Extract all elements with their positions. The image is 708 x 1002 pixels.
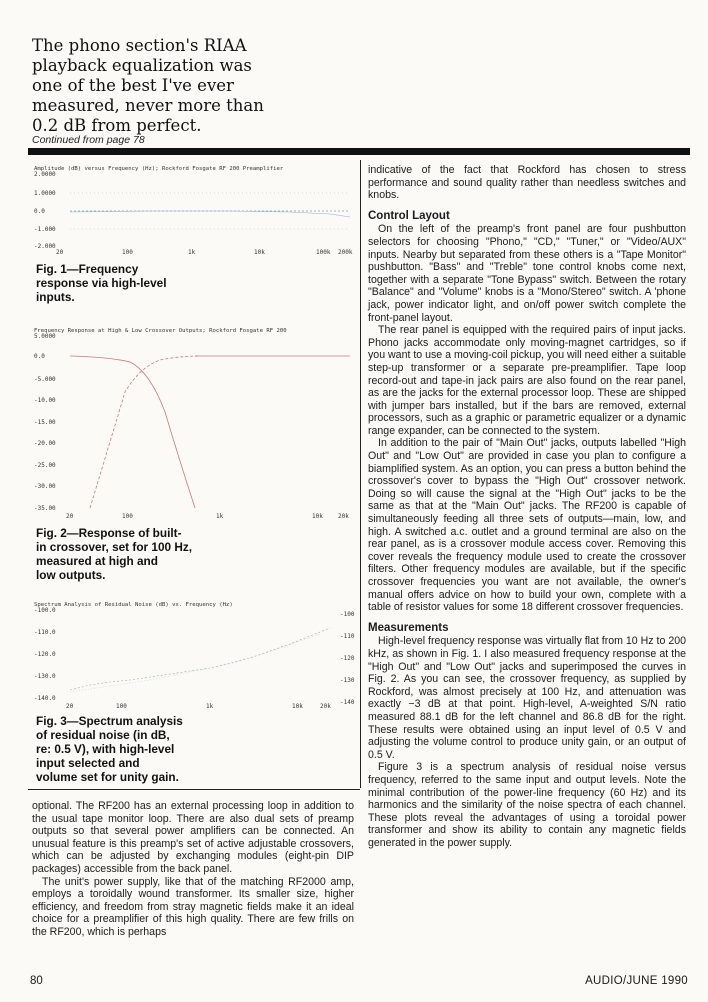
fig3-xtick: 20 bbox=[66, 703, 74, 710]
issue-footer: AUDIO/JUNE 1990 bbox=[585, 975, 688, 987]
fig3-rtick: -100 bbox=[340, 611, 355, 618]
fig3-title: Spectrum Analysis of Residual Noise (dB) vs. Frequency (Hz) bbox=[34, 602, 233, 608]
fig1-graph bbox=[30, 162, 360, 258]
fig2-ytick: -30.00 bbox=[34, 483, 56, 490]
divider bbox=[28, 789, 360, 790]
caption-line: re: 0.5 V), with high-level bbox=[36, 742, 175, 756]
fig2-xtick: 20 bbox=[66, 513, 74, 520]
caption-line: of residual noise (in dB, bbox=[36, 728, 170, 742]
section-heading: Measurements bbox=[368, 621, 449, 634]
fig1-xtick: 200k bbox=[338, 249, 353, 256]
fig2-caption bbox=[36, 526, 216, 582]
fig3-graph bbox=[30, 600, 360, 712]
fig1-xtick: 1k bbox=[188, 249, 196, 256]
fig2-ytick: -15.00 bbox=[34, 419, 56, 426]
fig1-ytick: 1.0000 bbox=[34, 190, 56, 197]
fig2-ytick: 5.0000 bbox=[34, 333, 56, 340]
fig1-ytick: 0.0 bbox=[34, 208, 45, 215]
fig1-ytick: -2.000 bbox=[34, 243, 56, 250]
fig1-xtick: 20 bbox=[56, 249, 64, 256]
fig3-xtick: 1k bbox=[206, 703, 214, 710]
paragraph: The rear panel is equipped with the required pairs of input jacks. Phono jacks accommodate only moving-magnet cartridges, so if you want to use a moving-coil pickup, you will need either a suitable step-up transformer or a separate pre-preamplifier. Tape loop record-out and tape-in jack pairs are also found on the rear panel, as are the jacks for the external processor loop. These are shipped with jumper bars installed, but if the bars are removed, external processors, such as a graphic or parametric equalizer or a dynamic range expander, can be connected to the system. bbox=[368, 324, 686, 437]
fig1-title: Amplitude (dB) versus Frequency (Hz); Rockford Fosgate RF 200 Preamplifier bbox=[34, 166, 284, 172]
caption-line: Fig. 2—Response of built- bbox=[36, 526, 182, 540]
pull-quote-line: one of the best I've ever bbox=[32, 76, 234, 95]
caption-line: low outputs. bbox=[36, 568, 106, 582]
pull-quote-line: The phono section's RIAA bbox=[32, 36, 247, 55]
fig3-ytick: -110.0 bbox=[34, 629, 56, 636]
fig1-caption bbox=[36, 262, 216, 304]
fig3-ytick: -100.0 bbox=[34, 607, 56, 614]
fig1-xtick: 100 bbox=[122, 249, 133, 256]
fig3-rtick: -140 bbox=[340, 699, 355, 706]
continued-note: Continued from page 78 bbox=[32, 134, 145, 146]
fig3-ytick: -140.0 bbox=[34, 695, 56, 702]
fig2-ytick: -20.00 bbox=[34, 440, 56, 447]
fig2-xtick: 1k bbox=[216, 513, 224, 520]
pull-quote-line: 0.2 dB from perfect. bbox=[32, 116, 202, 135]
fig3-ytick: -130.0 bbox=[34, 673, 56, 680]
fig2-xtick: 20k bbox=[338, 513, 349, 520]
paragraph: On the left of the preamp's front panel are four pushbutton selectors for choosing "Phono," "CD," "Tuner," or "Video/AUX" inputs. Nearby but separated from these others is a "Tape Monitor" pushbutton. "Bass" and "Treble" tone control knobs come next, together with a separate "Tone Bypass" switch. Between the rotary "Balance" and "Volume" knobs is a "Mono/Stereo" switch. A 'phone jack, power indicator light, and on/off power switch complete the front-panel layout. bbox=[368, 223, 686, 324]
section-rule bbox=[28, 148, 690, 155]
fig1-ytick: -1.000 bbox=[34, 226, 56, 233]
fig2-ytick: -25.00 bbox=[34, 462, 56, 469]
fig2-ytick: -35.00 bbox=[34, 505, 56, 512]
fig3-rtick: -120 bbox=[340, 655, 355, 662]
left-column-text bbox=[32, 800, 354, 939]
caption-line: inputs. bbox=[36, 290, 75, 304]
pull-quote bbox=[32, 36, 272, 136]
paragraph: In addition to the pair of "Main Out" jacks, outputs labelled "High Out" and "Low Out" are provided in case you plan to configure a biamplified system. As an option, you can press a button behind the crossover's cover to bypass the "High Out" crossover network. Doing so will cause the signal at the "High Out" jacks to be the same as that at the "Main Out" jacks. The RF200 is capable of simultaneously feeding all three sets of outputs—main, low, and high. A switched a.c. outlet and a ground terminal are also on the rear panel, as is a crossover module access cover. Removing this cover reveals the frequency module used to create the crossover filters. Other frequency modules are available, but if the specific crossover frequencies you want are not available, the owner's manual offers advice on how to build your own, complete with a table of resistor values for some 18 different crossover frequencies. bbox=[368, 437, 686, 614]
paragraph: The unit's power supply, like that of the matching RF2000 amp, employs a toroidally wound transformer. Its smaller size, higher efficiency, and freedom from stray magnetic fields make it an ideal choice for a preamplifier of this high quality. There are few frills on the RF200, which is perhaps bbox=[32, 875, 354, 938]
fig2-title: Frequency Response at High & Low Crossover Outputs; Rockford Fosgate RF 200 bbox=[34, 328, 287, 334]
fig2-xtick: 100 bbox=[122, 513, 133, 520]
paragraph: indicative of the fact that Rockford has chosen to stress performance and sound quality rather than needless switches and knobs. bbox=[368, 164, 686, 202]
fig1-ytick: 2.0000 bbox=[34, 171, 56, 178]
caption-line: input selected and bbox=[36, 756, 140, 770]
right-column-text bbox=[368, 164, 686, 849]
fig2-ytick: -5.000 bbox=[34, 376, 56, 383]
fig3-caption bbox=[36, 714, 216, 784]
fig2-graph bbox=[30, 322, 360, 522]
caption-line: in crossover, set for 100 Hz, bbox=[36, 540, 193, 554]
caption-line: response via high-level bbox=[36, 276, 167, 290]
caption-line: volume set for unity gain. bbox=[36, 770, 179, 784]
pull-quote-line: playback equalization was bbox=[32, 56, 252, 75]
fig1-xtick: 100k bbox=[316, 249, 331, 256]
fig3-xtick: 100 bbox=[116, 703, 127, 710]
fig3-rtick: -130 bbox=[340, 677, 355, 684]
paragraph: Figure 3 is a spectrum analysis of residual noise versus frequency, referred to the same input and output levels. Note the minimal contribution of the power-line frequency (60 Hz) and its harmonics and the similarity of the noise spectra of each channel. These plots reveal the advantages of using a toroidal power transformer and show its ability to contain any magnetic fields generated in the power supply. bbox=[368, 761, 686, 849]
fig3-xtick: 20k bbox=[320, 703, 331, 710]
fig2-ytick: -10.00 bbox=[34, 397, 56, 404]
caption-line: measured at high and bbox=[36, 554, 158, 568]
fig2-xtick: 10k bbox=[312, 513, 323, 520]
pull-quote-line: measured, never more than bbox=[32, 96, 264, 115]
fig2-ytick: 0.0 bbox=[34, 353, 45, 360]
fig3-rtick: -110 bbox=[340, 633, 355, 640]
caption-line: Fig. 1—Frequency bbox=[36, 262, 139, 276]
fig3-ytick: -120.0 bbox=[34, 651, 56, 658]
paragraph: optional. The RF200 has an external processing loop in addition to the usual tape monitor loop. There are also dual sets of preamp outputs so that several power amplifiers can be connected. An unusual feature is this preamp's set of active adjustable crossovers, which can be adjusted by exchanging modules (eight-pin DIP packages) accessible from the back panel. bbox=[32, 800, 354, 875]
paragraph: High-level frequency response was virtually flat from 10 Hz to 200 kHz, as shown in Fig. 1. I also measured frequency response at the "High Out" and "Low Out" jacks and superimposed the curves in Fig. 2. As you can see, the crossover frequency, as supplied by Rockford, was almost precisely at 100 Hz, and attenuation was exactly −3 dB at that point. High-level, A-weighted S/N ratio measured 88.1 dB for the left channel and 86.8 dB for the right. These results were obtained using an input level of 0.5 V and adjusting the volume control to produce unity gain, or an output of 0.5 V. bbox=[368, 635, 686, 761]
fig1-xtick: 10k bbox=[254, 249, 265, 256]
fig3-xtick: 10k bbox=[292, 703, 303, 710]
page-number: 80 bbox=[30, 975, 43, 987]
section-heading: Control Layout bbox=[368, 209, 450, 222]
caption-line: Fig. 3—Spectrum analysis bbox=[36, 714, 183, 728]
